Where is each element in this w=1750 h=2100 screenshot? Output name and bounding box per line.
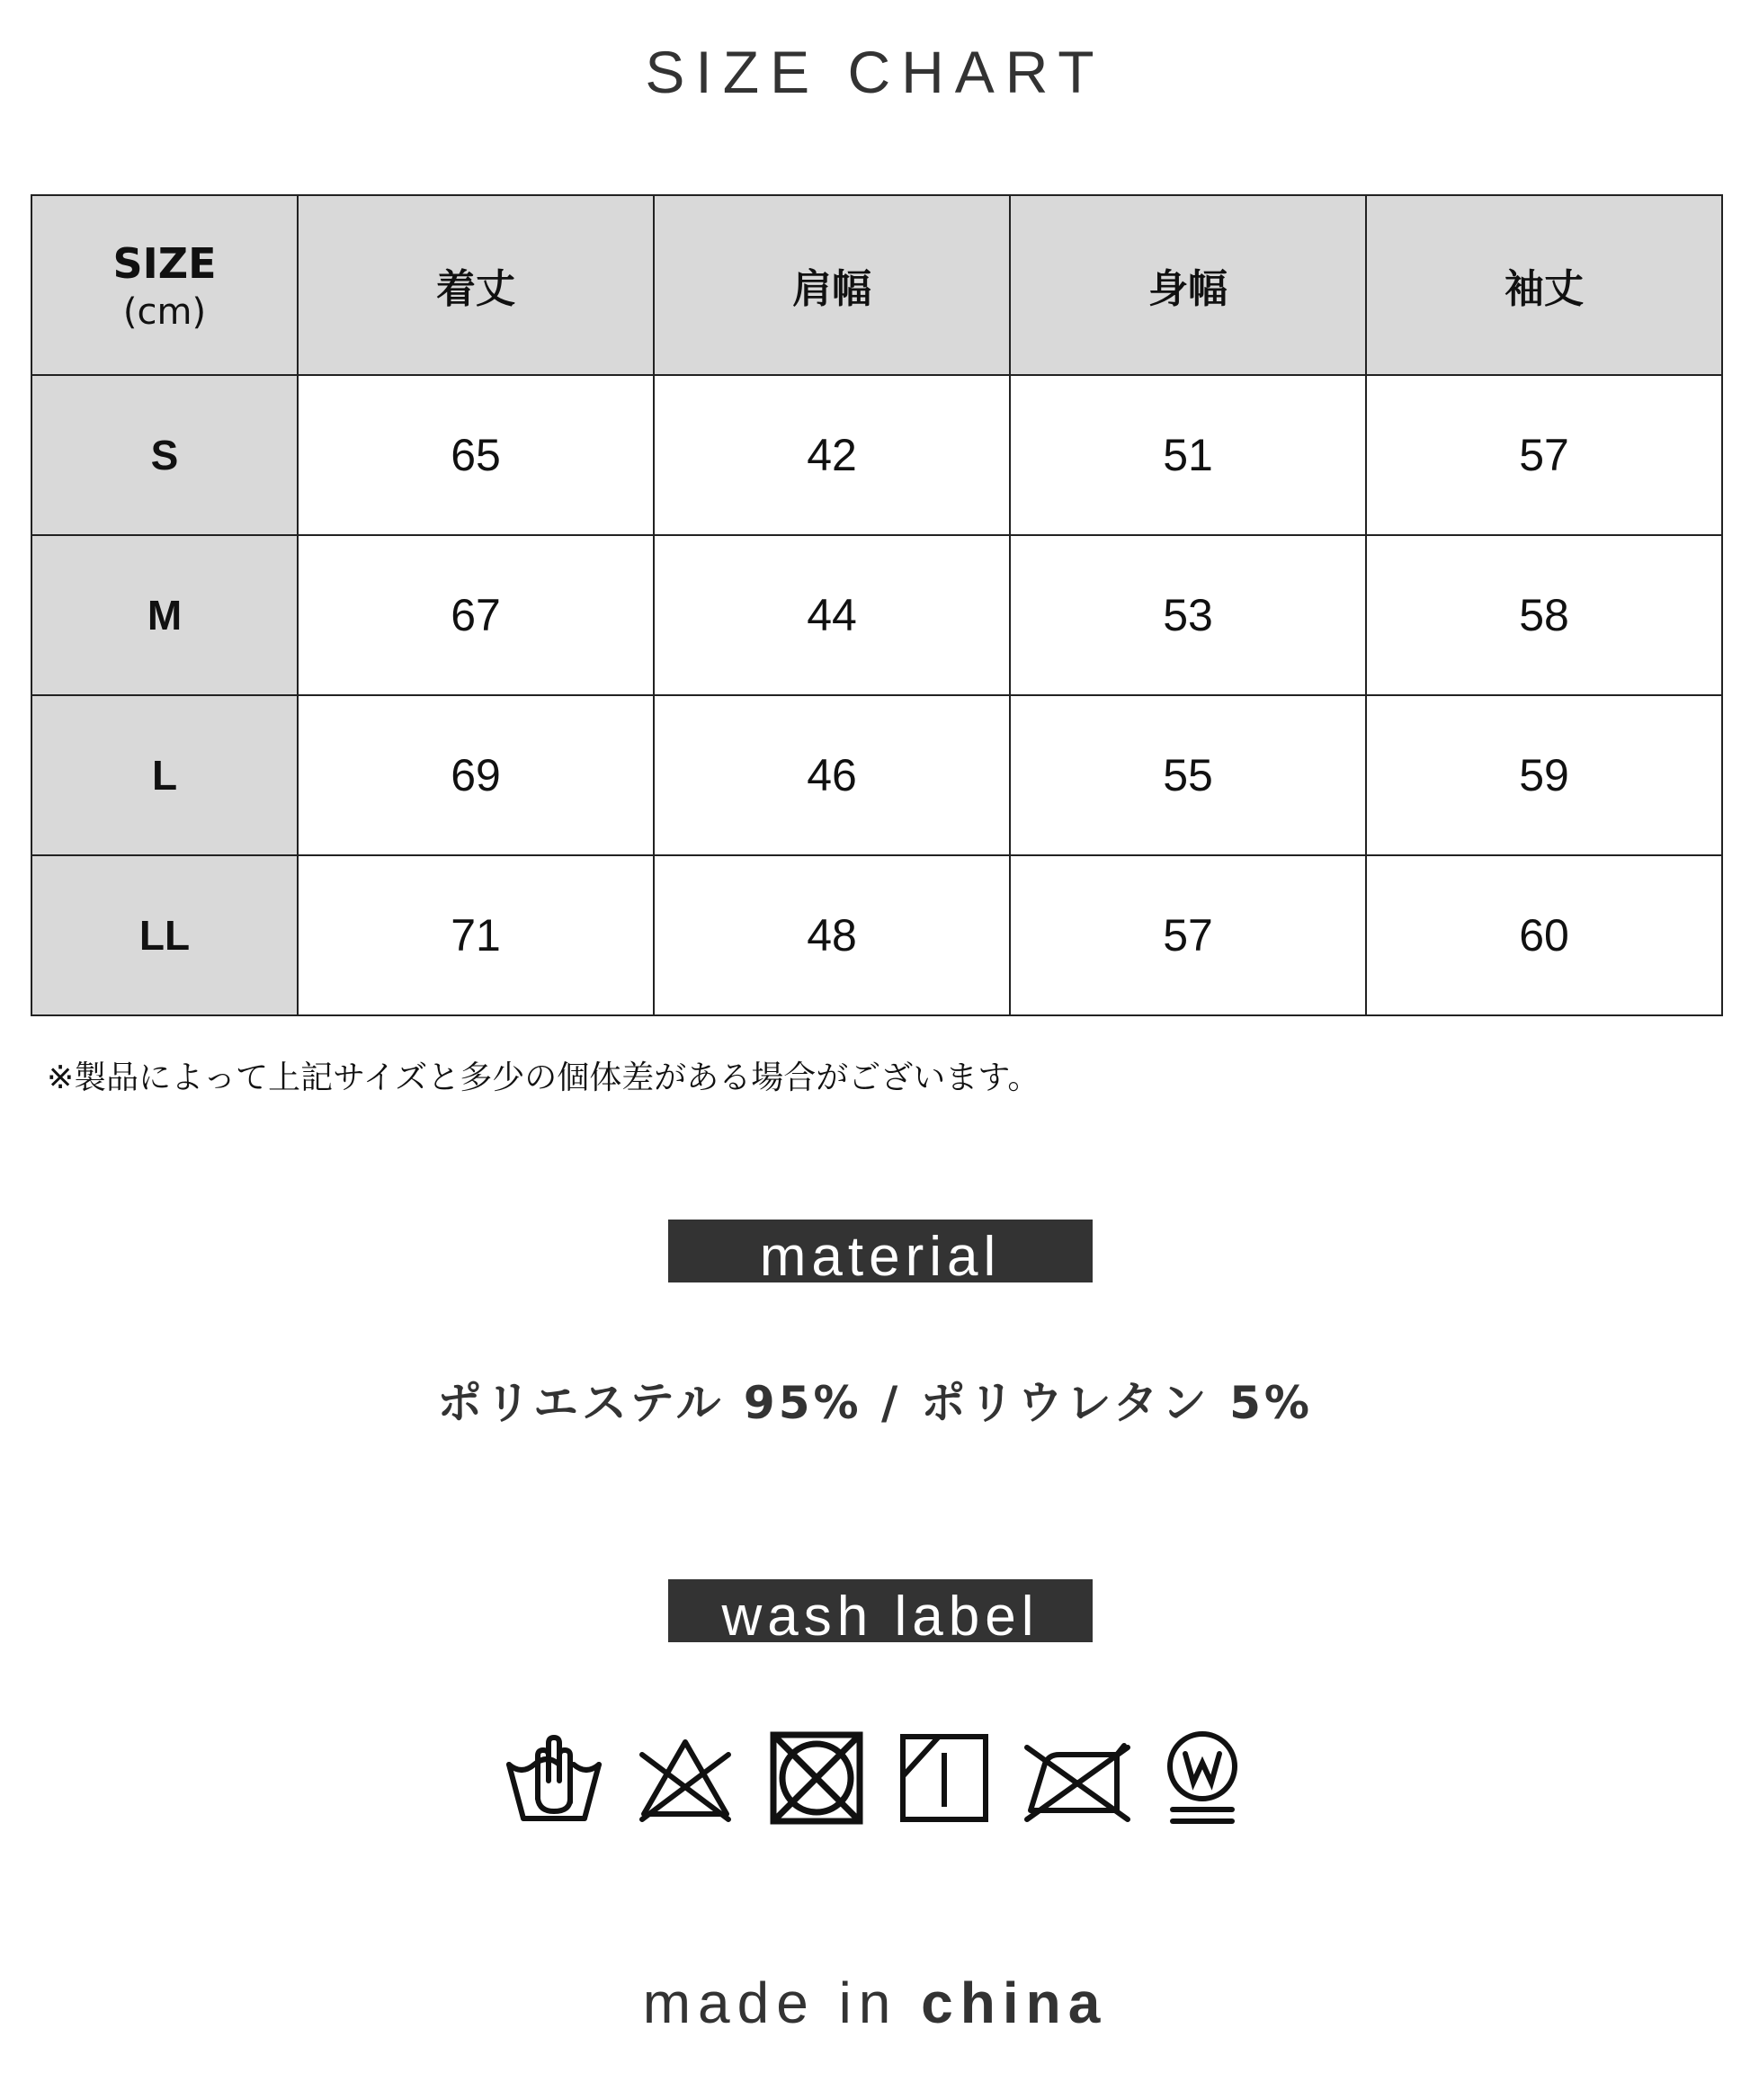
table-cell: 53 [1010, 535, 1366, 695]
column-header: 肩幅 [654, 195, 1010, 375]
origin-prefix: made in [642, 1970, 898, 2035]
row-size-label: LL [31, 855, 298, 1015]
no-iron-icon [1022, 1733, 1133, 1823]
page-title: SIZE CHART [645, 39, 1105, 105]
table-row [31, 375, 1722, 535]
material-composition: ポリエステル 95% / ポリウレタン 5% [437, 1377, 1313, 1429]
table-cell: 55 [1010, 695, 1366, 855]
no-bleach-icon [635, 1733, 736, 1823]
row-size-label: L [31, 695, 298, 855]
table-cell: 42 [654, 375, 1010, 535]
unit-label: (cm) [122, 290, 207, 333]
table-cell: 71 [298, 855, 654, 1015]
table-cell: 57 [1010, 855, 1366, 1015]
row-size-label: S [31, 375, 298, 535]
table-cell: 44 [654, 535, 1010, 695]
hand-wash-icon [504, 1729, 604, 1827]
table-cell: 59 [1366, 695, 1722, 855]
table-header-row [31, 195, 1722, 375]
no-tumble-dry-icon [766, 1728, 867, 1828]
column-header: 袖丈 [1366, 195, 1722, 375]
wash-icons [504, 1720, 1241, 1836]
column-header: 着丈 [298, 195, 654, 375]
wet-clean-icon [1164, 1729, 1241, 1827]
table-cell: 60 [1366, 855, 1722, 1015]
wash-label-heading: wash label [668, 1579, 1093, 1642]
table-cell: 69 [298, 695, 654, 855]
row-size-label: M [31, 535, 298, 695]
table-row [31, 535, 1722, 695]
table-row [31, 855, 1722, 1015]
size-label: SIZE [112, 239, 217, 289]
table-cell: 67 [298, 535, 654, 695]
table-cell: 58 [1366, 535, 1722, 695]
size-chart-table [31, 194, 1723, 1016]
table-cell: 57 [1366, 375, 1722, 535]
table-cell: 51 [1010, 375, 1366, 535]
corner-header [31, 195, 298, 375]
table-row [31, 695, 1722, 855]
origin-country: china [921, 1970, 1108, 2035]
line-dry-icon [897, 1731, 991, 1825]
origin-label [0, 1970, 1750, 2036]
table-cell: 48 [654, 855, 1010, 1015]
column-header: 身幅 [1010, 195, 1366, 375]
material-heading: material [668, 1220, 1093, 1282]
size-note: ※製品によって上記サイズと多少の個体差がある場合がございます。 [47, 1059, 1040, 1096]
table-cell: 65 [298, 375, 654, 535]
table-cell: 46 [654, 695, 1010, 855]
